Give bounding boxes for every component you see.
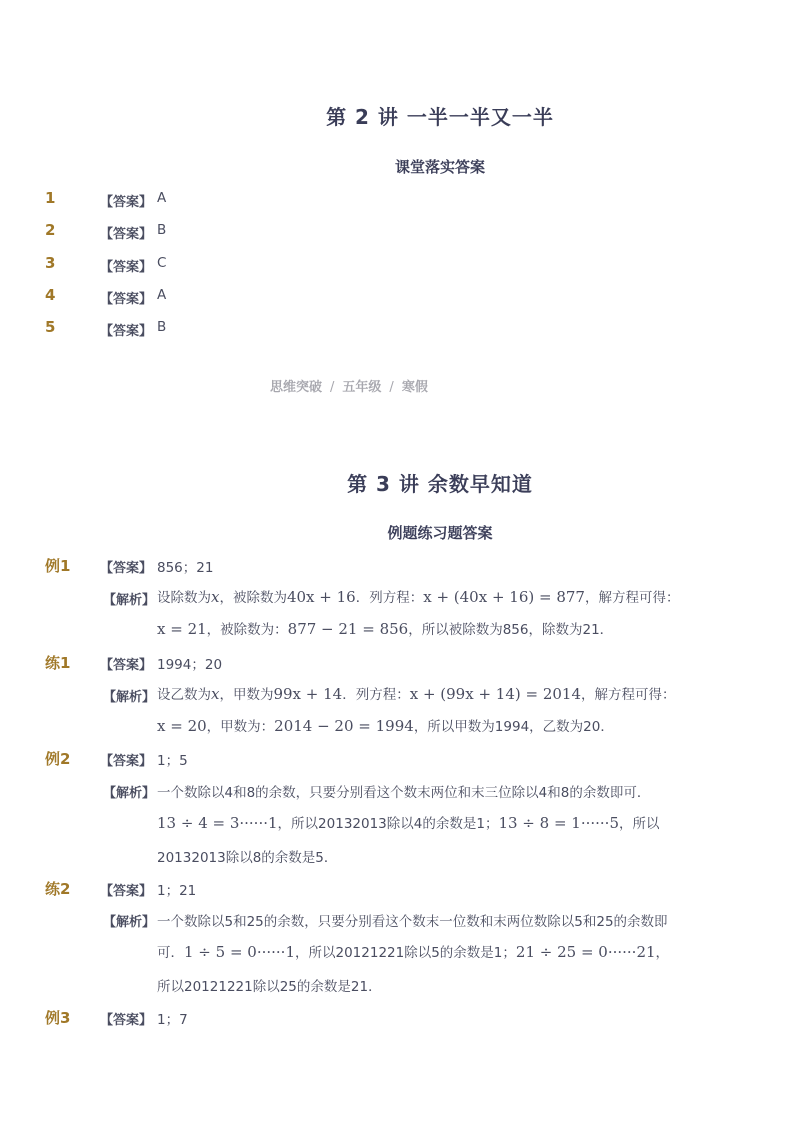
analysis-line bbox=[157, 715, 614, 735]
answer-label: 【答案】 bbox=[100, 561, 153, 576]
analysis-line: 所以20121221除以25的余数是21． bbox=[157, 979, 382, 995]
answer-label: 【答案】 bbox=[100, 884, 153, 899]
analysis-text: ， bbox=[655, 945, 670, 961]
practice-number: 练1 bbox=[45, 654, 71, 672]
lecture3-subtitle: 例题练习题答案 bbox=[387, 524, 493, 542]
math-equation: 21 ÷ 25 = 0······21 bbox=[515, 943, 656, 961]
analysis-text: ，被除数为： bbox=[206, 622, 288, 638]
page-footer bbox=[270, 376, 428, 395]
analysis-line bbox=[157, 586, 679, 606]
answer-label: 【答案】 bbox=[100, 227, 153, 242]
analysis-text: ．列方程： bbox=[355, 590, 424, 606]
analysis-text: ．列方程： bbox=[342, 687, 410, 703]
answer-value: C bbox=[157, 255, 167, 271]
analysis-text: 设除数为 bbox=[157, 590, 211, 606]
math-equation: 877 − 21 = 856 bbox=[287, 620, 409, 638]
answer-value: 1994；20 bbox=[157, 657, 223, 673]
analysis-text: ，所以甲数为1994，乙数为20． bbox=[413, 719, 614, 735]
answer-label: 【答案】 bbox=[100, 195, 153, 210]
analysis-text: ，解方程可得： bbox=[581, 687, 676, 703]
answer-value: B bbox=[157, 319, 167, 335]
question-number: 1 bbox=[45, 189, 56, 207]
math-var: x bbox=[211, 588, 220, 606]
analysis-text: ，所以 bbox=[619, 816, 660, 832]
math-var: x bbox=[211, 685, 220, 703]
analysis-text: ，被除数为 bbox=[219, 590, 287, 606]
math-equation: 13 ÷ 8 = 1······5 bbox=[498, 814, 619, 832]
footer-separator: / bbox=[389, 380, 394, 395]
analysis-label: 【解析】 bbox=[103, 915, 156, 930]
footer-separator: / bbox=[330, 380, 335, 395]
math-equation: x = 20 bbox=[157, 717, 207, 735]
math-equation: x + (40x + 16) = 877 bbox=[423, 588, 585, 606]
analysis-line bbox=[157, 618, 613, 638]
answer-value: 856；21 bbox=[157, 560, 214, 576]
answer-value: A bbox=[157, 287, 167, 303]
analysis-line: 一个数除以4和8的余数，只要分别看这个数末两位和末三位除以4和8的余数即可． bbox=[157, 785, 651, 801]
math-equation: x + (99x + 14) = 2014 bbox=[409, 685, 582, 703]
question-number: 4 bbox=[45, 286, 56, 304]
lecture2-title: 第 2 讲 一半一半又一半 bbox=[326, 105, 554, 129]
practice-number: 练2 bbox=[45, 880, 71, 898]
lecture2-subtitle: 课堂落实答案 bbox=[394, 158, 485, 176]
answer-label: 【答案】 bbox=[100, 292, 153, 307]
analysis-text: ，所以被除数为856，除数为21． bbox=[408, 622, 614, 638]
analysis-text: ，所以20121221除以5的余数是1； bbox=[295, 945, 516, 961]
answer-label: 【答案】 bbox=[100, 754, 153, 769]
analysis-line: 一个数除以5和25的余数，只要分别看这个数末一位数和末两位数除以5和25的余数即 bbox=[157, 914, 668, 930]
math-equation: 2014 − 20 = 1994 bbox=[274, 717, 414, 735]
analysis-text: 可． bbox=[157, 945, 184, 961]
math-equation: 13 ÷ 4 = 3······1 bbox=[157, 814, 278, 832]
answer-label: 【答案】 bbox=[100, 260, 153, 275]
answer-label: 【答案】 bbox=[100, 1013, 153, 1028]
analysis-line bbox=[157, 812, 660, 832]
question-number: 5 bbox=[45, 318, 56, 336]
question-number: 3 bbox=[45, 254, 56, 272]
footer-term: 寒假 bbox=[401, 380, 428, 395]
math-equation: 1 ÷ 5 = 0······1 bbox=[184, 943, 295, 961]
example-number: 例3 bbox=[45, 1009, 71, 1027]
math-equation: x = 21 bbox=[157, 620, 207, 638]
answer-value: 1；21 bbox=[157, 883, 197, 899]
answer-value: B bbox=[157, 222, 167, 238]
footer-series: 思维突破 bbox=[270, 380, 323, 395]
analysis-text: ，所以20132013除以4的余数是1； bbox=[277, 816, 499, 832]
analysis-text: ，甲数为 bbox=[219, 687, 274, 703]
analysis-line bbox=[157, 683, 676, 703]
example-number: 例1 bbox=[45, 557, 71, 575]
answer-value: 1；5 bbox=[157, 753, 188, 769]
math-expr: 99x + 14 bbox=[273, 685, 343, 703]
analysis-text: ，甲数为： bbox=[206, 719, 275, 735]
lecture3-title: 第 3 讲 余数早知道 bbox=[347, 472, 533, 496]
math-expr: 40x + 16 bbox=[286, 588, 356, 606]
analysis-text: 设乙数为 bbox=[157, 687, 211, 703]
answer-label: 【答案】 bbox=[100, 658, 153, 673]
analysis-text: ，解方程可得： bbox=[584, 590, 680, 606]
answer-label: 【答案】 bbox=[100, 324, 153, 339]
analysis-label: 【解析】 bbox=[103, 786, 156, 801]
question-number: 2 bbox=[45, 221, 56, 239]
footer-grade: 五年级 bbox=[342, 380, 382, 395]
analysis-line bbox=[157, 941, 669, 961]
analysis-line: 20132013除以8的余数是5． bbox=[157, 850, 338, 866]
analysis-label: 【解析】 bbox=[103, 690, 156, 705]
answer-value: 1；7 bbox=[157, 1012, 188, 1028]
example-number: 例2 bbox=[45, 750, 71, 768]
analysis-label: 【解析】 bbox=[103, 593, 156, 608]
answer-value: A bbox=[157, 190, 167, 206]
